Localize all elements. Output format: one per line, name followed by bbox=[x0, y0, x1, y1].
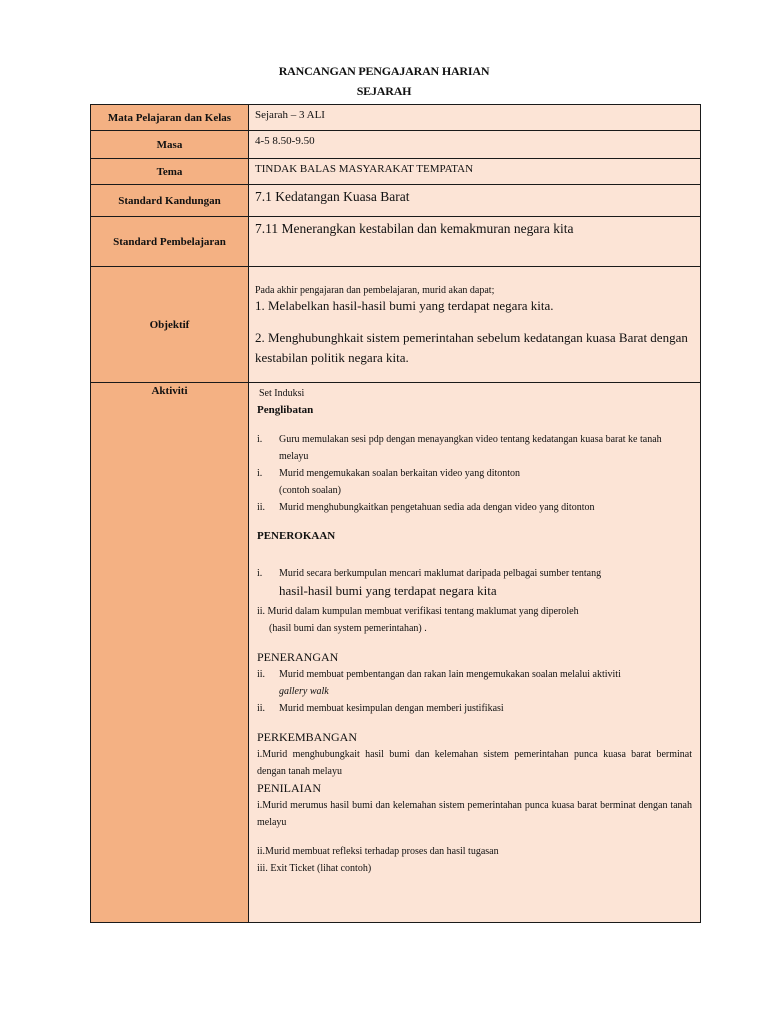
list-item bbox=[257, 465, 692, 482]
label-subject: Mata Pelajaran dan Kelas bbox=[91, 105, 249, 131]
penerangan-heading: PENERANGAN bbox=[257, 650, 339, 664]
document-title: RANCANGAN PENGAJARAN HARIAN bbox=[278, 64, 490, 78]
list-item: i.Murid menghubungkait hasil bumi dan kelemahan sistem pemerintahan punca kuasa barat berminat dengan tanah melayu bbox=[257, 749, 692, 777]
row-time bbox=[91, 131, 701, 159]
list-item bbox=[257, 565, 692, 582]
value-theme: TINDAK BALAS MASYARAKAT TEMPATAN bbox=[249, 159, 701, 185]
label-learning-standard: Standard Pembelajaran bbox=[91, 217, 249, 267]
row-theme bbox=[91, 159, 701, 185]
value-activity bbox=[249, 383, 701, 923]
list-item-text: Guru memulakan sesi pdp dengan menayangkan video tentang kedatangan kuasa barat ke tanah melayu bbox=[279, 434, 662, 462]
row-content-standard bbox=[91, 185, 701, 217]
list-item bbox=[257, 700, 692, 717]
list-item bbox=[257, 666, 692, 683]
list-item-text: Murid mengemukakan soalan berkaitan video yang ditonton bbox=[279, 468, 521, 479]
objective-item-2: 2. Menghubunghkait sistem pemerintahan sebelum kedatangan kuasa Barat dengan kestabilan politik negara kita. bbox=[255, 330, 688, 365]
list-item-emphasis: hasil-hasil bumi yang terdapat negara kita bbox=[279, 583, 497, 598]
set-induksi: Set Induksi bbox=[259, 388, 305, 399]
label-activity: Aktiviti bbox=[91, 383, 249, 923]
value-learning-standard: 7.11 Menerangkan kestabilan dan kemakmuran negara kita bbox=[249, 217, 701, 267]
value-content-standard: 7.1 Kedatangan Kuasa Barat bbox=[249, 185, 701, 217]
penerokaan-heading: PENEROKAAN bbox=[257, 530, 336, 542]
row-learning-standard bbox=[91, 217, 701, 267]
label-content-standard: Standard Kandungan bbox=[91, 185, 249, 217]
value-subject: Sejarah – 3 ALI bbox=[249, 105, 701, 131]
list-item-text: Murid membuat kesimpulan dengan memberi justifikasi bbox=[279, 703, 504, 714]
row-subject bbox=[91, 105, 701, 131]
list-item: ii. Murid dalam kumpulan membuat verifikasi tentang maklumat yang diperoleh bbox=[257, 606, 579, 617]
list-item-number: ii. bbox=[257, 669, 266, 680]
label-objective: Objektif bbox=[91, 267, 249, 383]
list-item-number: i. bbox=[257, 568, 263, 579]
row-objective bbox=[91, 267, 701, 383]
label-theme: Tema bbox=[91, 159, 249, 185]
objective-item-1: 1. Melabelkan hasil-hasil bumi yang terdapat negara kita. bbox=[255, 298, 554, 313]
list-item: ii.Murid membuat refleksi terhadap proses dan hasil tugasan bbox=[257, 846, 499, 857]
list-item-note: gallery walk bbox=[279, 686, 329, 697]
list-item bbox=[257, 499, 692, 516]
value-objective bbox=[249, 267, 701, 383]
objective-intro: Pada akhir pengajaran dan pembelajaran, murid akan dapat; bbox=[255, 285, 495, 296]
row-activity bbox=[91, 383, 701, 923]
list-item-number: ii. bbox=[257, 703, 266, 714]
list-item-text: Murid menghubungkaitkan pengetahuan sedia ada dengan video yang ditonton bbox=[279, 502, 595, 513]
label-time: Masa bbox=[91, 131, 249, 159]
penglibatan-heading: Penglibatan bbox=[257, 404, 314, 416]
value-time: 4-5 8.50-9.50 bbox=[249, 131, 701, 159]
list-item-number: i. bbox=[257, 434, 263, 445]
document-subtitle: SEJARAH bbox=[356, 84, 412, 98]
list-item-text: Murid membuat pembentangan dan rakan lain mengemukakan soalan melalui aktiviti bbox=[279, 669, 621, 680]
list-item-note: (hasil bumi dan system pemerintahan) . bbox=[269, 623, 427, 634]
penilaian-heading: PENILAIAN bbox=[257, 781, 321, 795]
list-item bbox=[257, 431, 692, 465]
list-item-number: i. bbox=[257, 468, 263, 479]
perkembangan-heading: PERKEMBANGAN bbox=[257, 730, 358, 744]
list-item-number: ii. bbox=[257, 502, 266, 513]
list-item-text: Murid secara berkumpulan mencari maklumat daripada pelbagai sumber tentang bbox=[279, 568, 602, 579]
list-item-note: (contoh soalan) bbox=[279, 485, 341, 496]
lesson-plan-table bbox=[90, 104, 701, 923]
list-item: iii. Exit Ticket (lihat contoh) bbox=[257, 863, 372, 874]
list-item: i.Murid merumus hasil bumi dan kelemahan sistem pemerintahan punca kuasa barat berminat dengan tanah melayu bbox=[257, 800, 692, 828]
